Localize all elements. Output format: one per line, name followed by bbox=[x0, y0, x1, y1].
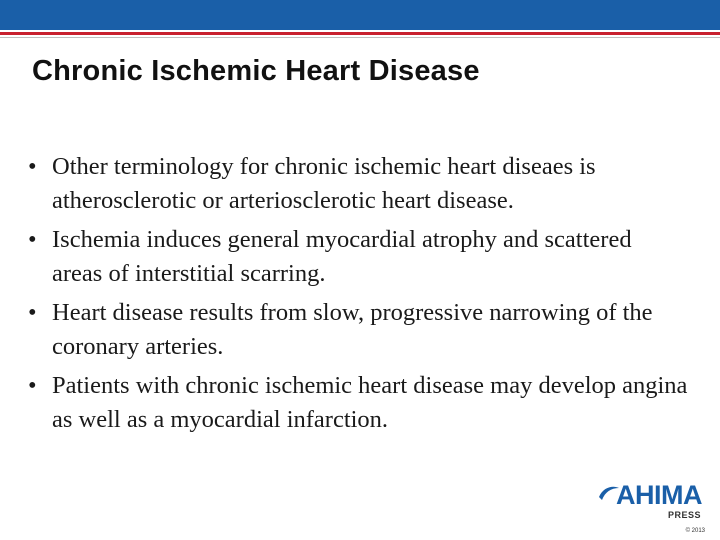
header-divider bbox=[0, 37, 720, 38]
bullet-text: Patients with chronic ischemic heart disease may develop angina as well as a myocardial infarction. bbox=[52, 372, 688, 433]
bullet-list bbox=[28, 150, 688, 442]
slide-title: Chronic Ischemic Heart Disease bbox=[32, 55, 480, 87]
bullet-dot-icon: • bbox=[28, 372, 37, 399]
copyright-notice: © 2013 bbox=[685, 528, 705, 534]
bullet-dot-icon: • bbox=[28, 226, 37, 253]
bullet-text: Heart disease results from slow, progressive narrowing of the coronary arteries. bbox=[52, 299, 653, 360]
bullet-item bbox=[28, 369, 688, 437]
bullet-text: Ischemia induces general myocardial atrophy and scattered areas of interstitial scarring. bbox=[52, 226, 632, 287]
header-accent-rule bbox=[0, 32, 720, 35]
ahima-press-logo bbox=[597, 480, 709, 540]
bullet-dot-icon: • bbox=[28, 299, 37, 326]
bullet-item bbox=[28, 296, 688, 364]
bullet-item bbox=[28, 150, 688, 218]
logo-wordmark: AHIMA bbox=[616, 480, 702, 510]
logo-press-label: PRESS bbox=[667, 510, 701, 520]
header-bar bbox=[0, 0, 720, 30]
bullet-text: Other terminology for chronic ischemic heart diseaes is atherosclerotic or arteriosclerotic heart disease. bbox=[52, 153, 596, 214]
bullet-dot-icon: • bbox=[28, 153, 37, 180]
bullet-item bbox=[28, 223, 688, 291]
